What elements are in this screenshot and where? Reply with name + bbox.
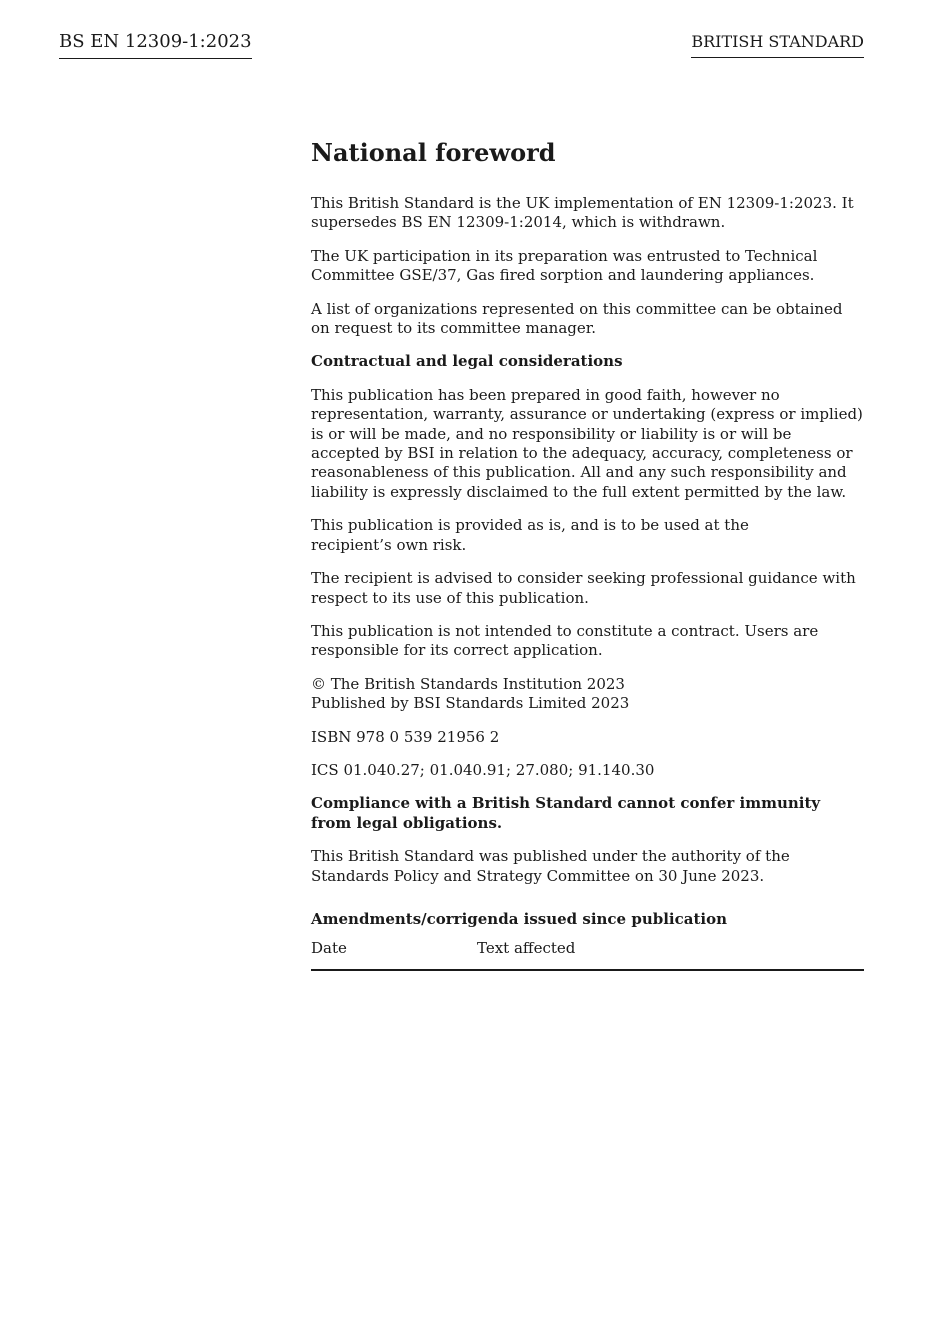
compliance-statement: Compliance with a British Standard cannot confer immunity from legal obligations. [311,794,821,832]
copyright-block [311,675,864,714]
organizations-paragraph: A list of organizations represented on this committee can be obtained on request to its committee manager. [311,299,843,338]
as-is-paragraph [311,516,864,555]
page-title: National foreword [311,138,556,167]
implementation-paragraph: This British Standard is the UK implementation of EN 12309-1:2023. It supersedes BS EN 12309-1:2014, which is withdrawn. [311,194,854,232]
amendments-table-header [311,939,864,970]
contract-paragraph: This publication is not intended to constitute a contract. Users are responsible for its correct application. [311,621,819,660]
contractual-heading: Contractual and legal considerations [311,352,623,371]
amendments-heading: Amendments/corrigenda issued since publication [311,909,727,928]
as-is-line-2: recipient’s own risk. [311,535,467,554]
committee-paragraph: The UK participation in its preparation was entrusted to Technical Committee GSE/37, Gas fired sorption and laundering appliances. [311,246,818,285]
guidance-paragraph: The recipient is advised to consider seeking professional guidance with respect to its use of this publication. [311,569,856,607]
copyright-line: © The British Standards Institution 2023 [311,674,625,693]
amendments-col-text: Text affected [477,939,576,958]
authority-paragraph: This British Standard was published under the authority of the Standards Policy and Strategy Committee on 30 June 2023. [311,847,790,885]
header-category: BRITISH STANDARD [691,31,864,58]
header-document-id: BS EN 12309-1:2023 [59,30,252,59]
isbn-line: ISBN 978 0 539 21956 2 [311,727,500,746]
published-by-line: Published by BSI Standards Limited 2023 [311,694,630,713]
as-is-line-1: This publication is provided as is, and is to be used at the [311,516,749,535]
amendments-col-date: Date [311,939,347,958]
ics-line: ICS 01.040.27; 01.040.91; 27.080; 91.140.30 [311,760,655,779]
good-faith-paragraph: This publication has been prepared in good faith, however no representation, warranty, assurance or undertaking (express or implied) is or will be made, and no responsibility or liability is or will be accepted by BSI in relation to the adequacy, accuracy, completeness or reasonableness of this publication. All and any such responsibility and liability is expressly disclaimed to the full extent permitted by the law. [311,385,863,501]
foreword-section [311,138,864,971]
